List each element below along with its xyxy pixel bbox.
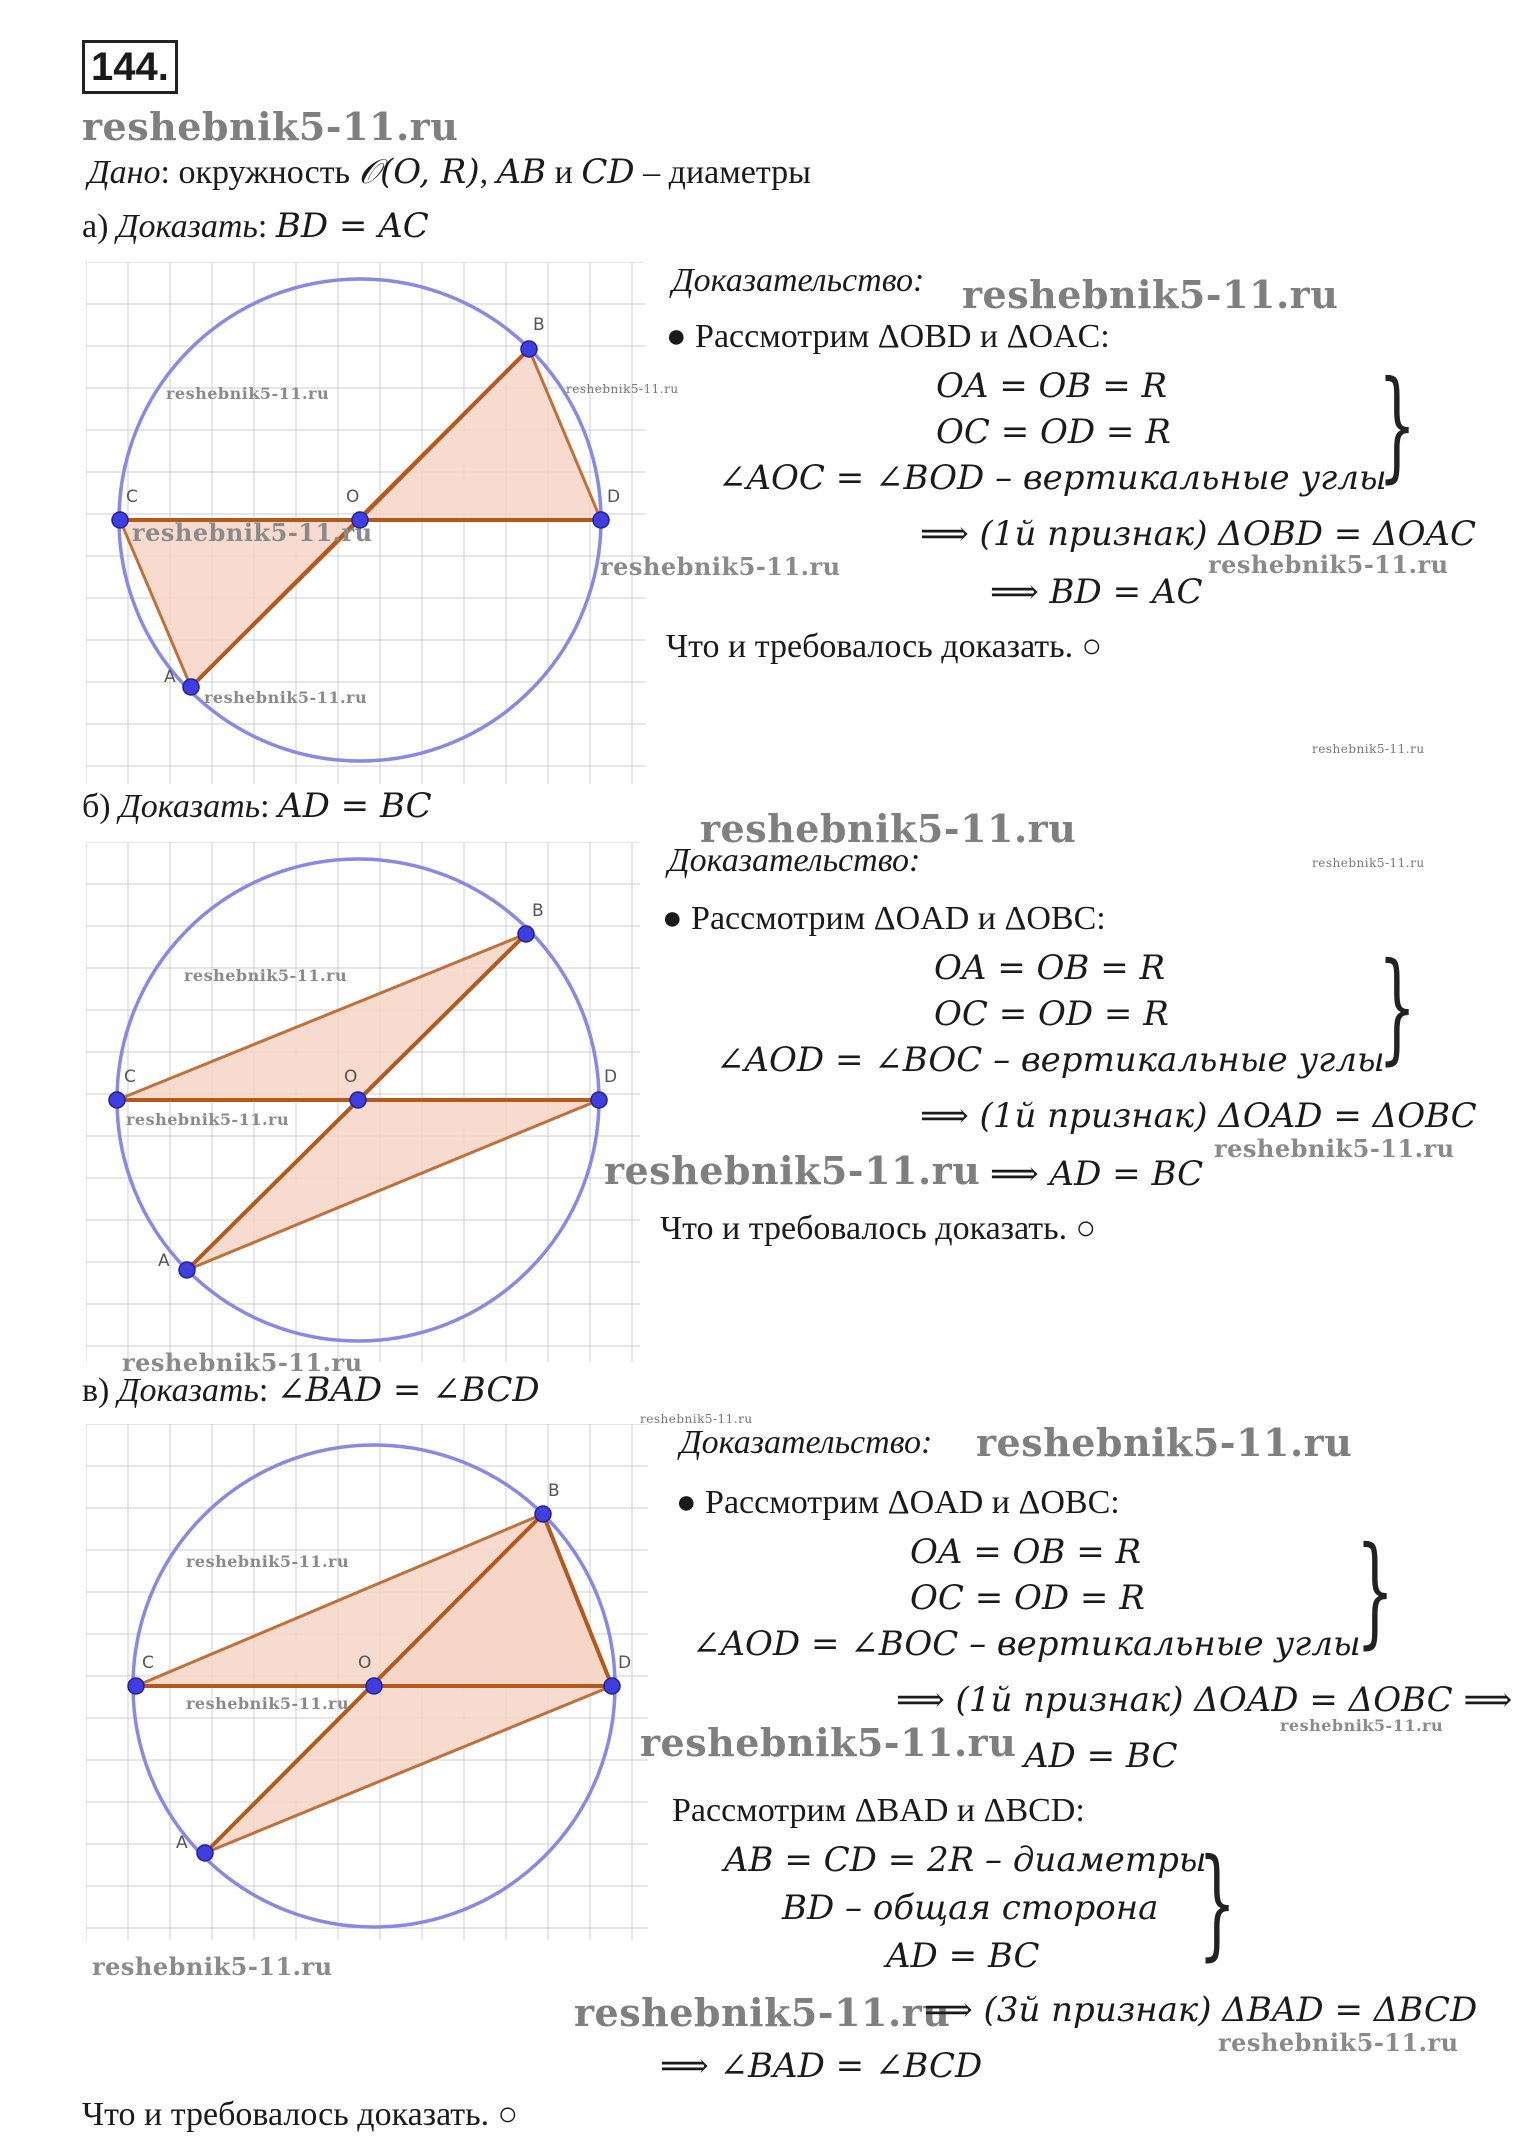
part-c-prove-label: Доказать bbox=[117, 1372, 259, 1409]
part-b-heading bbox=[82, 786, 432, 826]
part-a-line-1: OA = OB = R bbox=[936, 366, 1168, 406]
point-a bbox=[183, 679, 199, 695]
point-b bbox=[521, 341, 537, 357]
part-a-prefix: а) bbox=[82, 208, 117, 245]
triangle-obd bbox=[360, 349, 601, 520]
label-d: D bbox=[604, 1067, 618, 1087]
label-o: O bbox=[344, 1067, 358, 1087]
watermark: reshebnik5-11.ru bbox=[962, 272, 1339, 317]
given-sep: , bbox=[479, 154, 497, 191]
watermark: reshebnik5-11.ru bbox=[700, 806, 1077, 851]
watermark: reshebnik5-11.ru bbox=[1208, 550, 1449, 579]
brace: } bbox=[1198, 1834, 1237, 1974]
watermark: reshebnik5-11.ru bbox=[126, 1110, 290, 1129]
part-c-consider-2: Рассмотрим ΔBAD и ΔBCD: bbox=[672, 1792, 1085, 1829]
part-b-prefix: б) bbox=[82, 788, 120, 825]
label-d: D bbox=[607, 487, 621, 507]
part-c-line2-1: AB = CD = 2R – диаметры bbox=[724, 1840, 1207, 1880]
part-b-qed: Что и требовалось доказать. ○ bbox=[660, 1210, 1097, 1247]
point-b bbox=[535, 1506, 551, 1522]
part-c-qed: Что и требовалось доказать. ○ bbox=[82, 2096, 519, 2133]
watermark: reshebnik5-11.ru bbox=[976, 1420, 1353, 1465]
part-a-heading bbox=[82, 206, 429, 246]
part-b-implies-1: ⟹ (1й признак) ΔOAD = ΔOBC bbox=[920, 1096, 1477, 1136]
part-a-line-3: ∠AOC = ∠BOD – вертикальные углы bbox=[718, 458, 1387, 498]
part-c-colon: : bbox=[258, 1372, 277, 1409]
watermark: reshebnik5-11.ru bbox=[184, 966, 348, 985]
part-b-proof-label: Доказательство: bbox=[668, 842, 921, 879]
label-d: D bbox=[618, 1653, 632, 1673]
part-c-implies-4: ⟹ ∠BAD = ∠BCD bbox=[660, 2046, 983, 2086]
part-c-line2-2: BD – общая сторона bbox=[782, 1888, 1159, 1928]
point-b bbox=[518, 926, 534, 942]
watermark: reshebnik5-11.ru bbox=[640, 1720, 1017, 1765]
point-o bbox=[350, 1092, 366, 1108]
given-text: : окружность bbox=[160, 154, 359, 191]
part-c-line-3: ∠AOD = ∠BOC – вертикальные углы bbox=[692, 1624, 1361, 1664]
point-c bbox=[109, 1092, 125, 1108]
label-c: C bbox=[124, 1067, 136, 1087]
watermark: reshebnik5-11.ru bbox=[92, 1952, 333, 1981]
part-b-line-1: OA = OB = R bbox=[934, 948, 1166, 988]
point-d bbox=[604, 1678, 620, 1694]
watermark: reshebnik5-11.ru bbox=[1280, 1716, 1444, 1735]
part-b-implies-2: ⟹ AD = BC bbox=[990, 1154, 1204, 1194]
part-c-proof-label: Доказательство: bbox=[680, 1424, 933, 1461]
label-o: O bbox=[346, 487, 360, 507]
watermark: reshebnik5-11.ru bbox=[566, 382, 679, 396]
label-c: C bbox=[142, 1653, 154, 1673]
part-a-prove-label: Доказать bbox=[116, 208, 258, 245]
point-c bbox=[112, 512, 128, 528]
watermark: reshebnik5-11.ru bbox=[640, 1412, 753, 1426]
part-c-implies-1: ⟹ (1й признак) ΔOAD = ΔOBC ⟹ bbox=[896, 1680, 1513, 1720]
watermark: reshebnik5-11.ru bbox=[122, 1348, 363, 1377]
given-tail: – диаметры bbox=[634, 154, 811, 191]
point-o bbox=[366, 1678, 382, 1694]
part-c-statement: ∠BAD = ∠BCD bbox=[276, 1370, 540, 1410]
watermark: reshebnik5-11.ru bbox=[166, 384, 330, 403]
watermark: reshebnik5-11.ru bbox=[1214, 1134, 1455, 1163]
label-b: B bbox=[532, 901, 544, 921]
part-a-statement: BD = AC bbox=[275, 206, 429, 246]
watermark: reshebnik5-11.ru bbox=[604, 1148, 981, 1193]
label-a: A bbox=[164, 667, 176, 687]
figure-b bbox=[86, 842, 640, 1362]
point-d bbox=[591, 1092, 607, 1108]
part-c-heading bbox=[82, 1370, 540, 1410]
figure-c bbox=[86, 1424, 648, 1940]
part-c-implies-3: ⟹ (3й признак) ΔBAD = ΔBCD bbox=[924, 1990, 1478, 2030]
part-b-line-2: OC = OD = R bbox=[934, 994, 1169, 1034]
point-a bbox=[197, 1845, 213, 1861]
watermark: reshebnik5-11.ru bbox=[600, 552, 841, 581]
part-a-implies-1: ⟹ (1й признак) ΔOBD = ΔOAC bbox=[920, 514, 1477, 554]
part-c-line-1: OA = OB = R bbox=[910, 1532, 1142, 1572]
part-b-line-3: ∠AOD = ∠BOC – вертикальные углы bbox=[716, 1040, 1385, 1080]
point-a bbox=[179, 1262, 195, 1278]
part-c-implies-1b: AD = BC bbox=[1024, 1736, 1178, 1776]
given-line bbox=[88, 152, 811, 192]
given-and: и bbox=[546, 154, 582, 191]
problem-number: 144. bbox=[82, 40, 178, 94]
part-a-consider: ● Рассмотрим ΔOBD и ΔOAC: bbox=[666, 318, 1110, 355]
part-a-proof-label: Доказательство: bbox=[672, 262, 925, 299]
watermark: reshebnik5-11.ru bbox=[82, 104, 459, 149]
watermark: reshebnik5-11.ru bbox=[132, 518, 373, 547]
part-a-qed: Что и требовалось доказать. ○ bbox=[666, 628, 1103, 665]
triangle-obc bbox=[117, 934, 526, 1100]
part-c-line2-3: AD = BC bbox=[886, 1936, 1040, 1976]
brace: } bbox=[1378, 356, 1417, 496]
label-o: O bbox=[358, 1653, 372, 1673]
part-c-prefix: в) bbox=[82, 1372, 118, 1409]
given-ab: AB bbox=[496, 152, 547, 192]
part-a-implies-2: ⟹ BD = AC bbox=[990, 572, 1203, 612]
watermark: reshebnik5-11.ru bbox=[186, 1552, 350, 1571]
part-b-statement: AD = BC bbox=[278, 786, 432, 826]
part-b-colon: : bbox=[260, 788, 279, 825]
part-a-colon: : bbox=[257, 208, 276, 245]
brace: } bbox=[1378, 938, 1417, 1078]
brace: } bbox=[1356, 1522, 1395, 1662]
watermark: reshebnik5-11.ru bbox=[204, 688, 368, 707]
watermark: reshebnik5-11.ru bbox=[1312, 742, 1425, 756]
part-b-prove-label: Доказать bbox=[119, 788, 261, 825]
part-c-consider: ● Рассмотрим ΔOAD и ΔOBC: bbox=[676, 1484, 1120, 1521]
given-circle: 𝒪(O, R) bbox=[358, 152, 480, 192]
watermark: reshebnik5-11.ru bbox=[1312, 856, 1425, 870]
part-a-line-2: OC = OD = R bbox=[936, 412, 1171, 452]
watermark: reshebnik5-11.ru bbox=[1218, 2028, 1459, 2057]
watermark: reshebnik5-11.ru bbox=[574, 1990, 951, 2035]
given-cd: CD bbox=[581, 152, 635, 192]
watermark: reshebnik5-11.ru bbox=[186, 1694, 350, 1713]
label-c: C bbox=[126, 487, 138, 507]
label-a: A bbox=[176, 1833, 188, 1853]
given-label: Дано bbox=[88, 154, 161, 191]
point-d bbox=[593, 512, 609, 528]
part-c-line-2: OC = OD = R bbox=[910, 1578, 1145, 1618]
label-a: A bbox=[158, 1251, 170, 1271]
part-b-consider: ● Рассмотрим ΔOAD и ΔOBC: bbox=[662, 900, 1106, 937]
point-c bbox=[128, 1678, 144, 1694]
label-b: B bbox=[548, 1481, 560, 1501]
label-b: B bbox=[533, 315, 545, 335]
